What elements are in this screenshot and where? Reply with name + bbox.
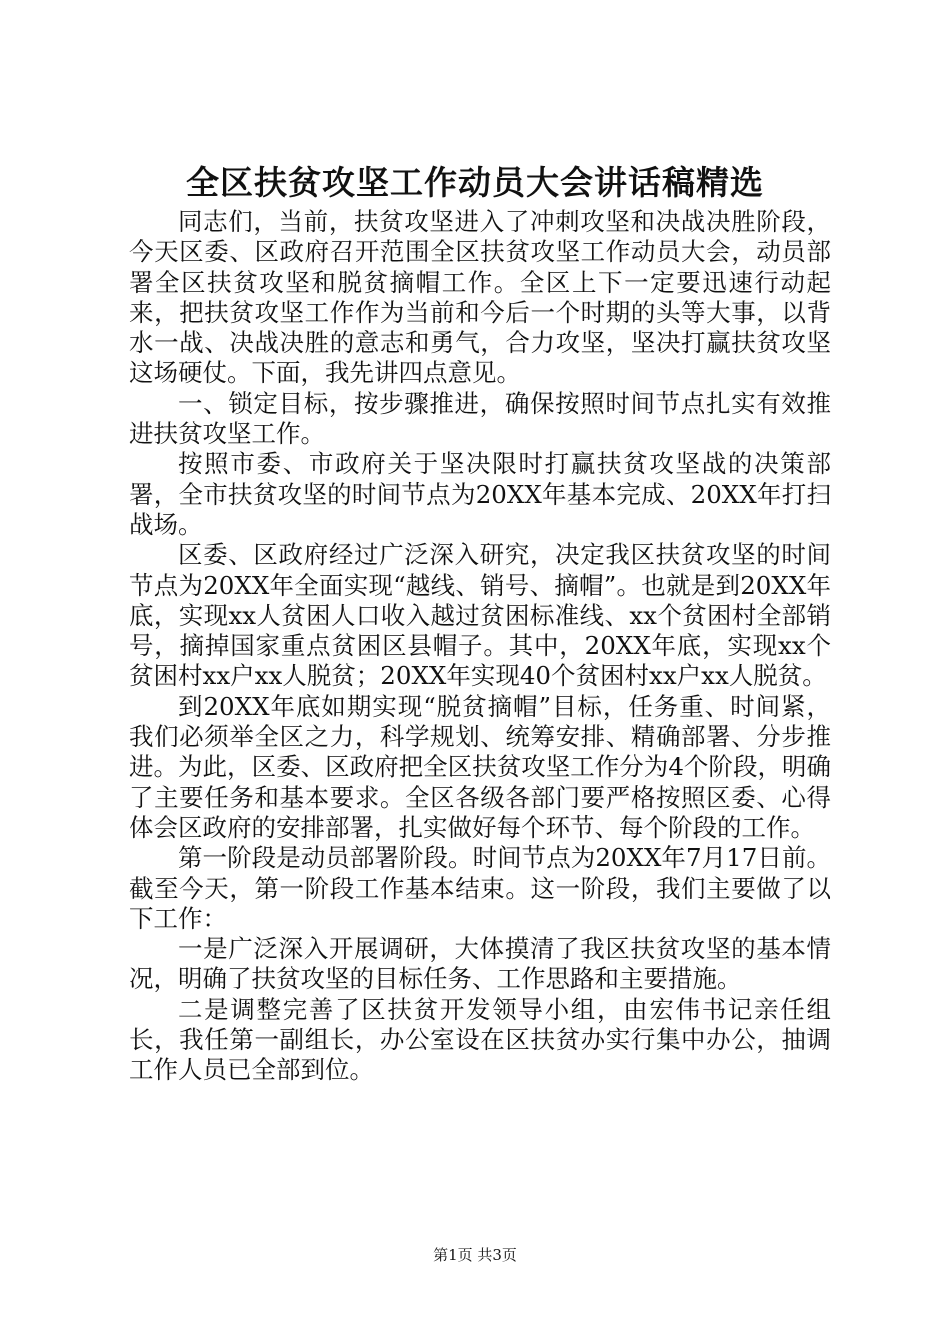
document-body: [129, 207, 831, 1086]
document-title: 全区扶贫攻坚工作动员大会讲话稿精选: [186, 163, 764, 202]
paragraph-district-timeline: 区委、区政府经过广泛深入研究，决定我区扶贫攻坚的时间节点为20XX年全面实现“越线、销号、摘帽”。也就是到20XX年底，实现xx人贫困人口收入越过贫困标准线、xx个贫困村全部销号，摘掉国家重点贫困区县帽子。其中，20XX年底，实现xx个贫困村xx户xx人脱贫；20XX年实现40个贫困村xx户xx人脱贫。: [129, 540, 831, 691]
page-footer: 第1页 共3页: [433, 1246, 517, 1264]
paragraph-stage-one: 第一阶段是动员部署阶段。时间节点为20XX年7月17日前。截至今天，第一阶段工作基本结束。这一阶段，我们主要做了以下工作：: [129, 843, 831, 933]
paragraph-city-deployment: 按照市委、市政府关于坚决限时打赢扶贫攻坚战的决策部署，全市扶贫攻坚的时间节点为20XX年基本完成、20XX年打扫战场。: [129, 449, 831, 539]
paragraph-point-one: 一是广泛深入开展调研，大体摸清了我区扶贫攻坚的基本情况，明确了扶贫攻坚的目标任务、工作思路和主要措施。: [129, 934, 831, 994]
paragraph-heading-1: 一、锁定目标，按步骤推进，确保按照时间节点扎实有效推进扶贫攻坚工作。: [129, 388, 831, 449]
paragraph-point-two: 二是调整完善了区扶贫开发领导小组，由宏伟书记亲任组长，我任第一副组长，办公室设在区扶贫办实行集中办公，抽调工作人员已全部到位。: [129, 994, 831, 1085]
paragraph-intro: 同志们，当前，扶贫攻坚进入了冲刺攻坚和决战决胜阶段，今天区委、区政府召开范围全区扶贫攻坚工作动员大会，动员部署全区扶贫攻坚和脱贫摘帽工作。全区上下一定要迅速行动起来，把扶贫攻坚工作作为当前和今后一个时期的头等大事，以背水一战、决战决胜的意志和勇气，合力攻坚，坚决打赢扶贫攻坚这场硬仗。下面，我先讲四点意见。: [129, 207, 831, 388]
paragraph-four-stages: 到20XX年底如期实现“脱贫摘帽”目标，任务重、时间紧，我们必须举全区之力，科学规划、统筹安排、精确部署、分步推进。为此，区委、区政府把全区扶贫攻坚工作分为4个阶段，明确了主要任务和基本要求。全区各级各部门要严格按照区委、心得体会区政府的安排部署，扎实做好每个环节、每个阶段的工作。: [129, 691, 831, 842]
